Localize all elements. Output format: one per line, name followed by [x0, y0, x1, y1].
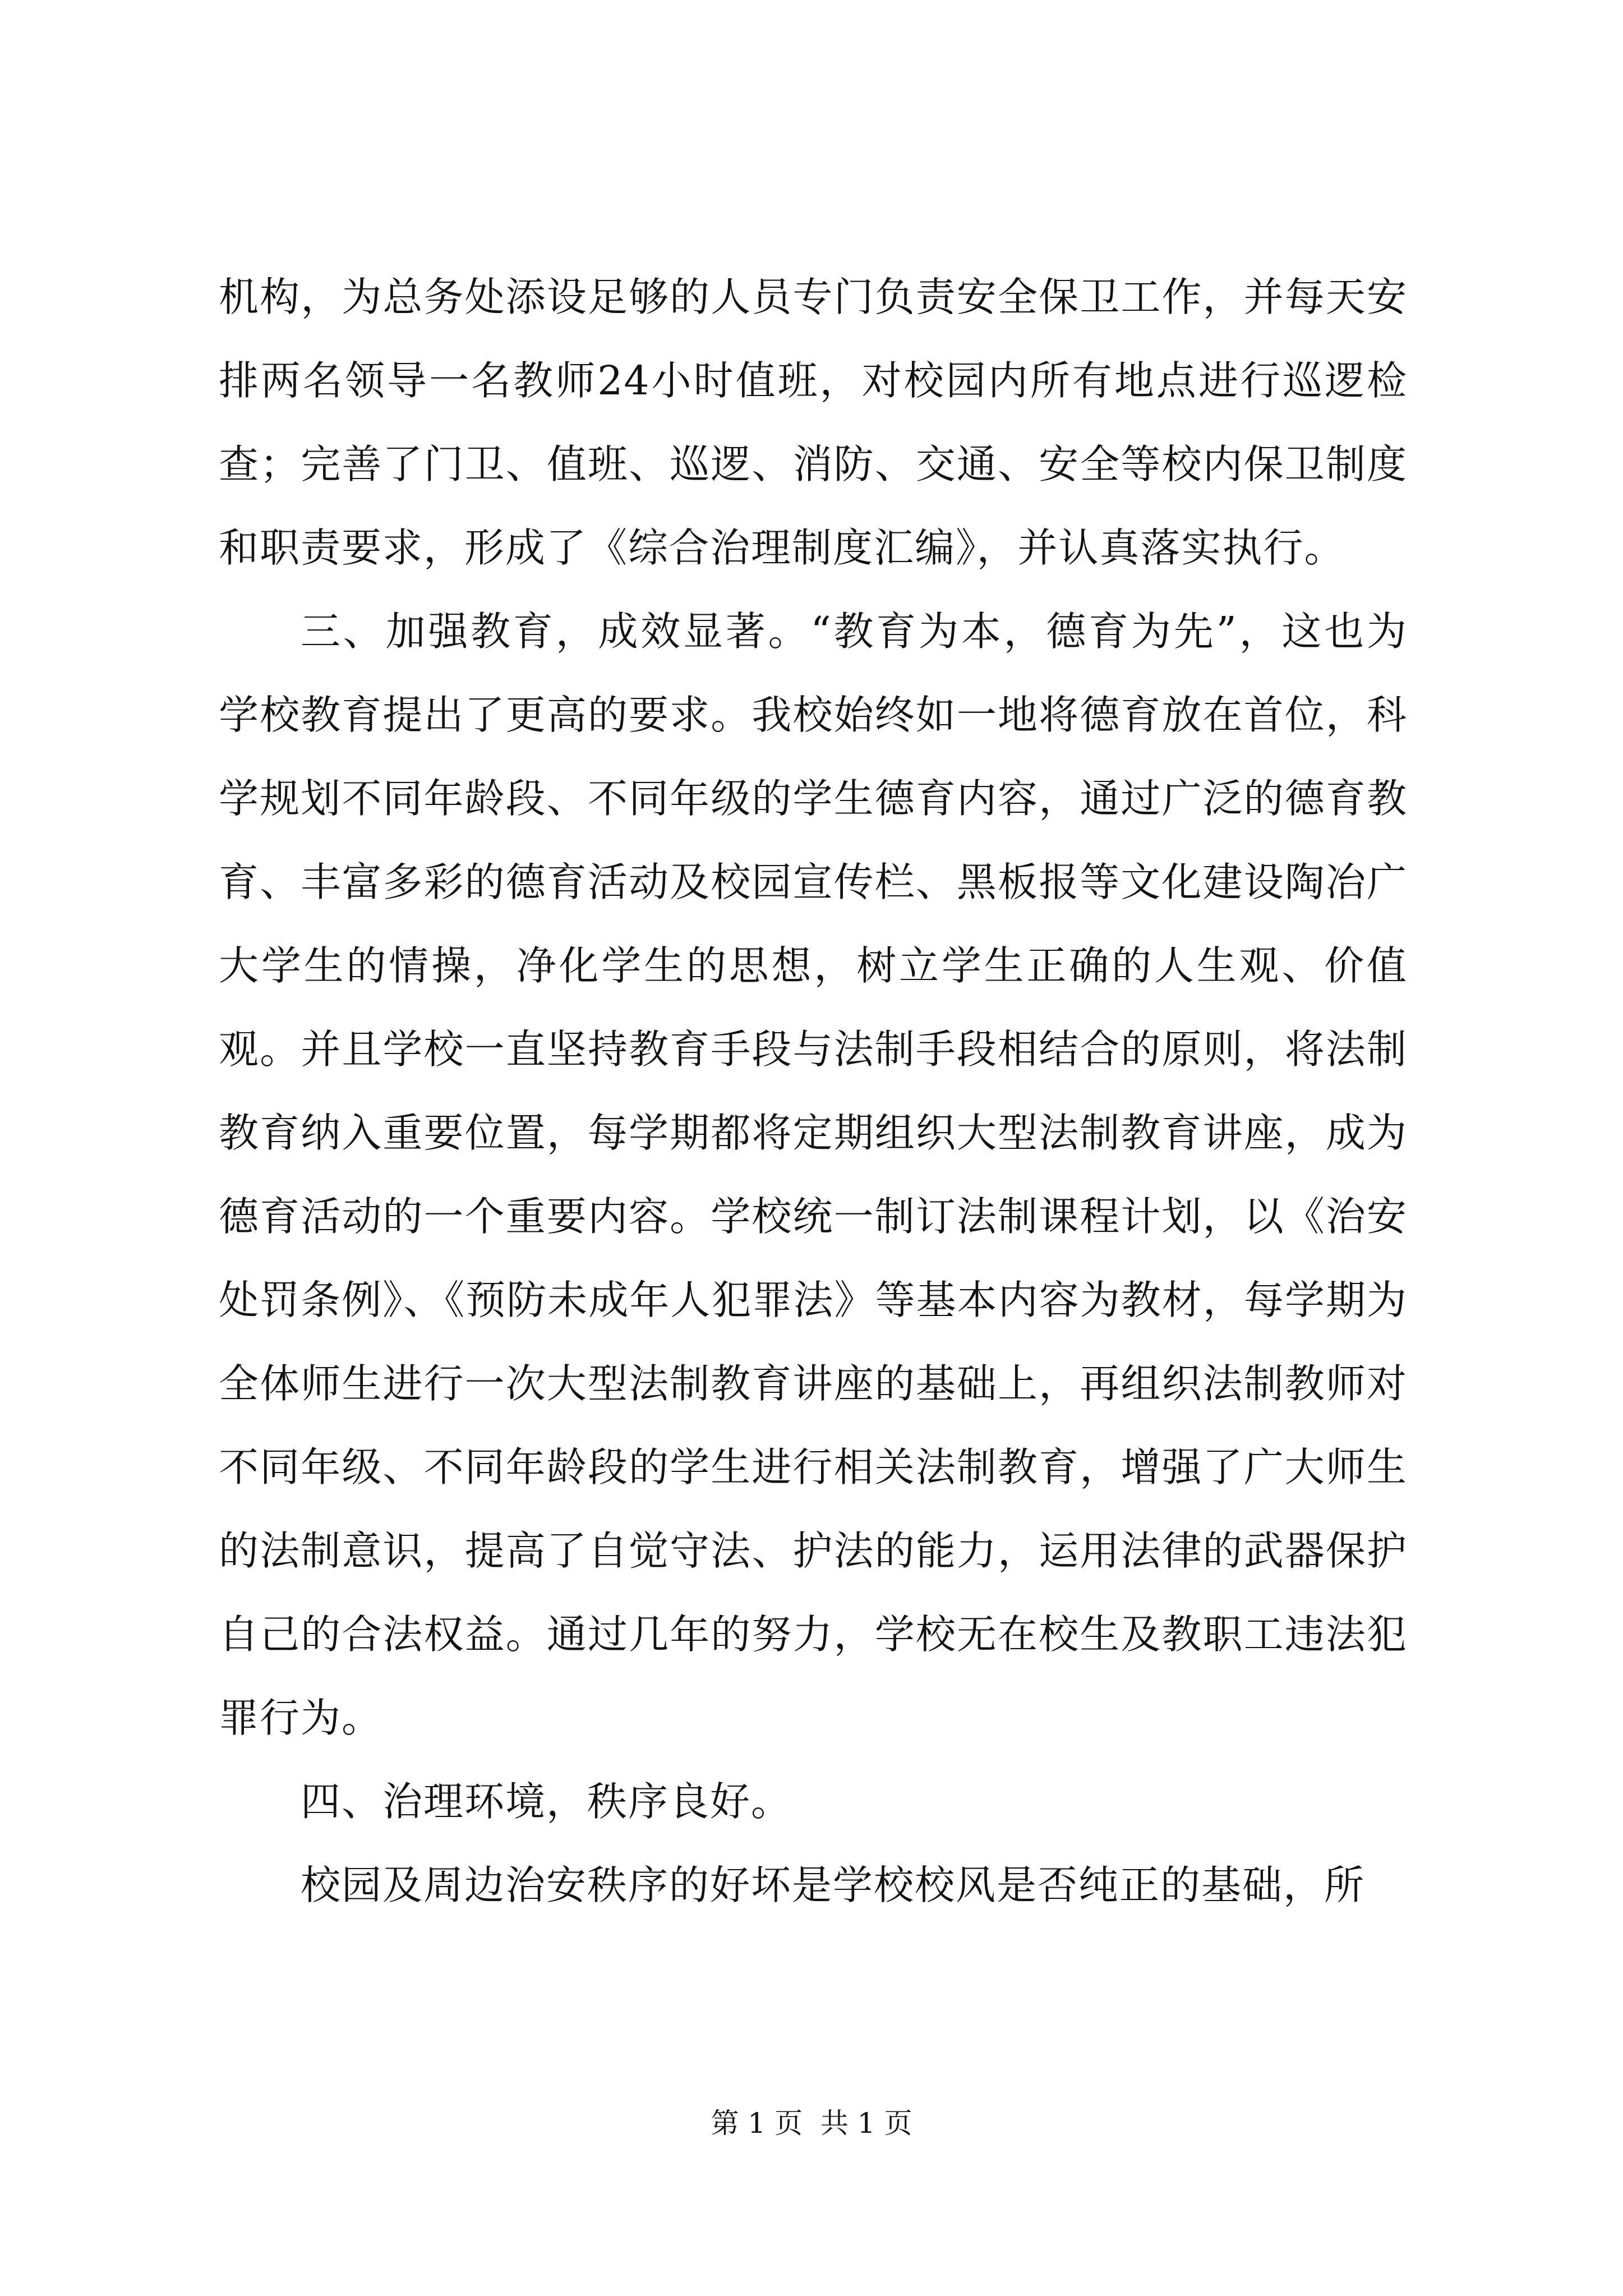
paragraph-4: 校园及周边治安秩序的好坏是学校校风是否纯正的基础，所	[301, 1862, 1366, 1908]
paragraph-2: 三、加强教育，成效显著。“教育为本，德育为先”，这也为学校教育提出了更高的要求。我校始终如一地将德育放在首位，科学规划不同年龄段、不同年级的学生德育内容，通过广泛的德育教育、丰富多彩的德育活动及校园宣传栏、黑板报等文化建设陶冶广大学生的情操，净化学生的思想，树立学生正确的人生观、价值观。并且学校一直坚持教育手段与法制手段相结合的原则，将法制教育纳入重要位置，每学期都将定期组织大型法制教育讲座，成为德育活动的一个重要内容。学校统一制订法制课程计划，以《治安处罚条例》、《预防未成年人犯罪法》等基本内容为教材，每学期为全体师生进行一次大型法制教育讲座的基础上，再组织法制教师对不同年级、不同年龄段的学生进行相关法制教育，增强了广大师生的法制意识，提高了自觉守法、护法的能力，运用法律的武器保护自己的合法权益。通过几年的努力，学校无在校生及教职工违法犯罪行为。	[219, 608, 1408, 1741]
paragraph-1: 机构，为总务处添设足够的人员专门负责安全保卫工作，并每天安排两名领导一名教师24小时值班，对校园内所有地点进行巡逻检查；完善了门卫、值班、巡逻、消防、交通、安全等校内保卫制度和职责要求，形成了《综合治理制度汇编》，并认真落实执行。	[219, 274, 1408, 571]
document-body	[219, 255, 1408, 1927]
page-footer: 第 1 页 共 1 页	[711, 2107, 912, 2139]
paragraph-3: 四、治理环境，秩序良好。	[301, 1778, 792, 1825]
